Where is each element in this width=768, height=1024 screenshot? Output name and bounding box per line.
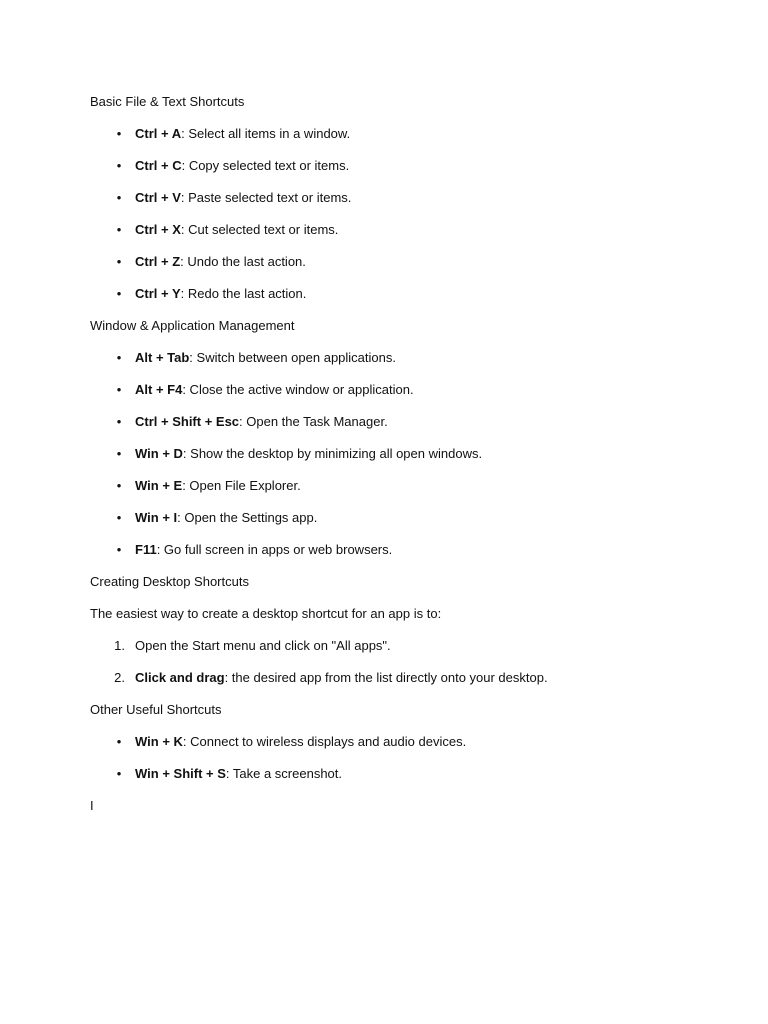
bullet-marker: • (116, 414, 122, 429)
bullet-marker: • (116, 126, 122, 141)
list-item (116, 124, 351, 144)
list-item (116, 220, 339, 240)
shortcut-key: Alt + Tab (135, 350, 190, 365)
shortcut-key: Win + D (135, 446, 183, 461)
shortcut-description: : Connect to wireless displays and audio devices. (182, 734, 467, 749)
bullet-marker: • (116, 350, 122, 365)
list-item (116, 476, 301, 496)
shortcut-description: : Close the active window or application. (182, 382, 414, 397)
shortcut-description: : Copy selected text or items. (181, 158, 350, 173)
shortcut-key: Win + E (135, 478, 183, 493)
shortcut-key: Ctrl + X (135, 222, 181, 237)
bullet-marker: • (116, 542, 122, 557)
list-item (116, 732, 467, 752)
intro-paragraph: The easiest way to create a desktop shortcut for an app is to: (90, 606, 442, 621)
bullet-marker: • (116, 446, 122, 461)
section-heading-window-management: Window & Application Management (90, 318, 295, 333)
bullet-marker: • (116, 158, 122, 173)
shortcut-key: Win + I (135, 510, 178, 525)
shortcut-description: : Switch between open applications. (189, 350, 396, 365)
shortcut-description: : Paste selected text or items. (180, 190, 352, 205)
shortcut-key: Win + Shift + S (135, 766, 226, 781)
list-item (116, 412, 388, 432)
list-item (116, 380, 414, 400)
bullet-marker: • (116, 382, 122, 397)
step-number: 2. (114, 670, 125, 685)
shortcut-description: : Redo the last action. (180, 286, 307, 301)
list-item (116, 284, 307, 304)
shortcut-key: Ctrl + Z (135, 254, 181, 269)
list-item (116, 508, 318, 528)
list-item (116, 540, 393, 560)
step-description: Open the Start menu and click on "All apps". (135, 638, 391, 653)
shortcut-description: : Go full screen in apps or web browsers. (156, 542, 393, 557)
bullet-marker: • (116, 510, 122, 525)
list-item (116, 156, 350, 176)
step-key: Click and drag (135, 670, 225, 685)
shortcut-key: Ctrl + V (135, 190, 181, 205)
section-heading-other-shortcuts: Other Useful Shortcuts (90, 702, 222, 717)
shortcut-key: Ctrl + Y (135, 286, 181, 301)
bullet-marker: • (116, 766, 122, 781)
bullet-marker: • (116, 286, 122, 301)
shortcut-description: : Open the Task Manager. (239, 414, 388, 429)
shortcut-description: : Take a screenshot. (225, 766, 343, 781)
trailing-text: I (90, 798, 94, 813)
bullet-marker: • (116, 254, 122, 269)
shortcut-key: Win + K (135, 734, 183, 749)
shortcut-key: Alt + F4 (135, 382, 183, 397)
shortcut-key: F11 (135, 542, 157, 557)
step-number: 1. (114, 638, 125, 653)
bullet-marker: • (116, 478, 122, 493)
shortcut-description: : Show the desktop by minimizing all open windows. (182, 446, 483, 461)
shortcut-description: : Open File Explorer. (182, 478, 301, 493)
shortcut-description: : Open the Settings app. (177, 510, 318, 525)
shortcut-description: : Undo the last action. (180, 254, 306, 269)
numbered-step (114, 636, 391, 656)
shortcut-key: Ctrl + A (135, 126, 182, 141)
shortcut-description: : Cut selected text or items. (180, 222, 339, 237)
step-description: : the desired app from the list directly onto your desktop. (224, 670, 548, 685)
section-heading-basic: Basic File & Text Shortcuts (90, 94, 245, 109)
list-item (116, 252, 306, 272)
list-item (116, 348, 396, 368)
shortcut-key: Ctrl + C (135, 158, 182, 173)
numbered-step (114, 668, 548, 688)
bullet-marker: • (116, 190, 122, 205)
list-item (116, 764, 343, 784)
list-item (116, 188, 352, 208)
list-item (116, 444, 483, 464)
bullet-marker: • (116, 222, 122, 237)
section-heading-desktop-shortcuts: Creating Desktop Shortcuts (90, 574, 249, 589)
shortcut-key: Ctrl + Shift + Esc (135, 414, 240, 429)
bullet-marker: • (116, 734, 122, 749)
shortcut-description: : Select all items in a window. (181, 126, 351, 141)
